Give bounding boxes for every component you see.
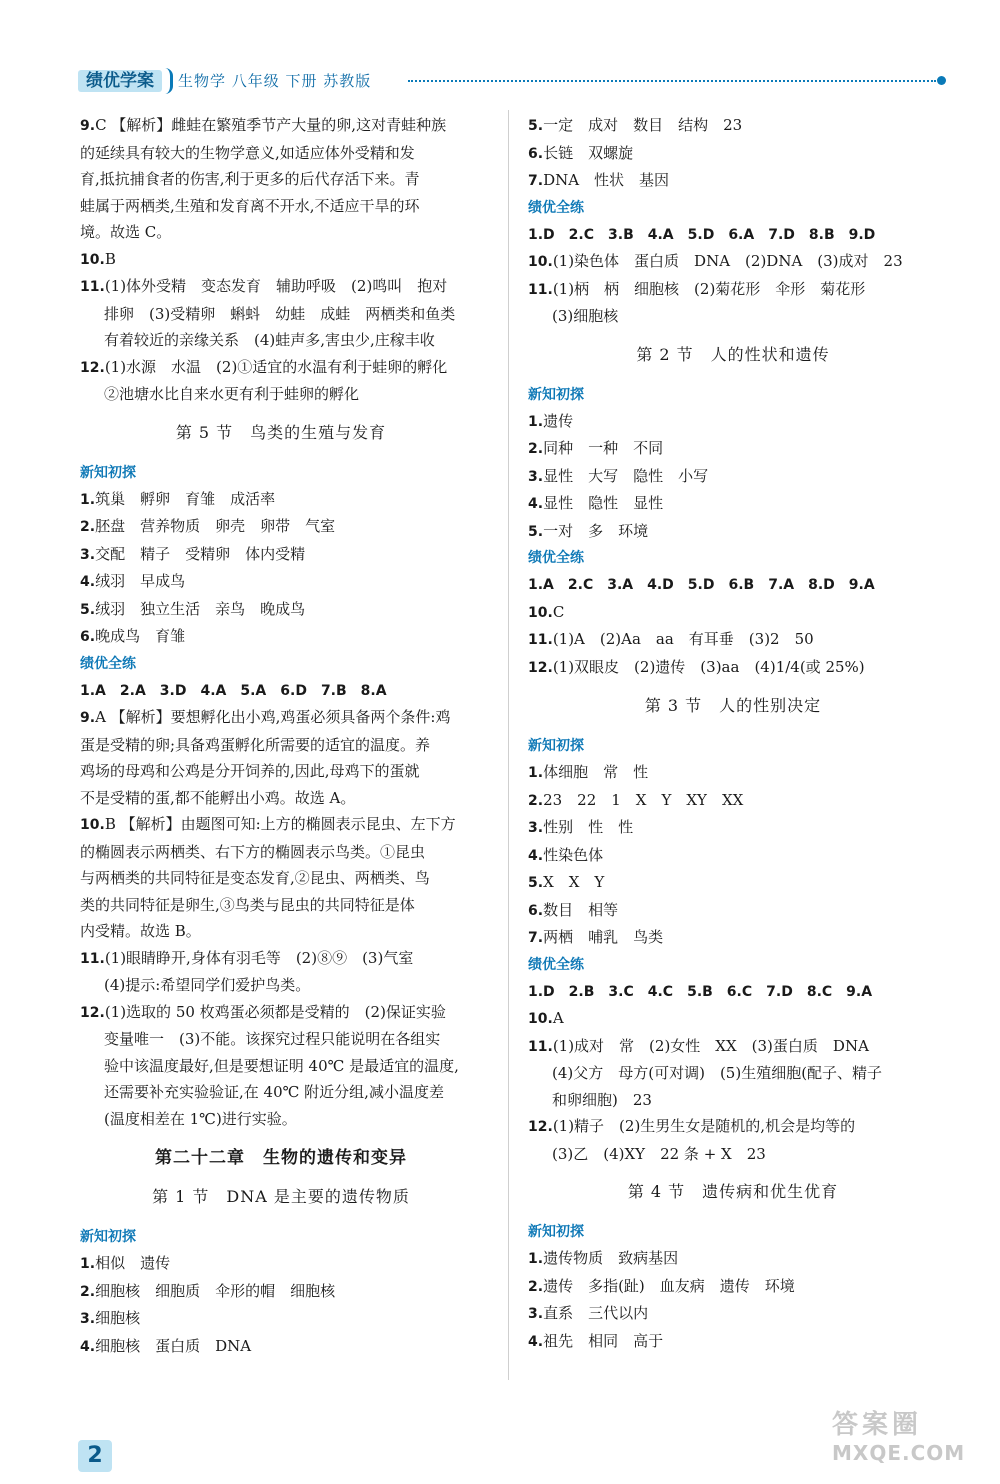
answer-text: 祖先 相同 高于 xyxy=(543,1331,664,1350)
answer-text: 内受精。故选 B。 xyxy=(80,922,201,940)
answer-text: (1)双眼皮 (2)遗传 (3)aa (4)1/4(或 25%) xyxy=(552,657,865,676)
question-number: 3. xyxy=(528,820,544,836)
answer-text: 数目 相等 xyxy=(543,900,619,919)
answer-line xyxy=(528,599,938,627)
answer-text: 显性 大写 隐性 小写 xyxy=(543,466,709,485)
answer-line xyxy=(528,897,938,925)
answer-text: 性别 性 性 xyxy=(543,818,634,836)
answer-text: 1.A 2.C 3.A 4.D 5.D 6.B 7.A 8.D 9.A xyxy=(528,577,875,593)
answer-text: 境。故选 C。 xyxy=(80,223,172,241)
answer-line xyxy=(80,865,482,892)
header-end-dot xyxy=(937,76,946,85)
question-number: 1. xyxy=(528,1251,544,1267)
answer-line xyxy=(528,571,938,599)
column-divider xyxy=(508,110,509,1380)
answer-line xyxy=(80,568,482,596)
answer-line xyxy=(528,1141,938,1168)
section-title: 第 5 节 鸟类的生殖与发育 xyxy=(175,422,387,442)
question-number: 7. xyxy=(528,173,544,189)
answer-text: (1)精子 (2)生男生女是随机的,机会是均等的 xyxy=(552,1117,856,1135)
question-number: 4. xyxy=(528,847,544,864)
answer-line xyxy=(528,626,938,654)
answer-line xyxy=(80,486,482,514)
answer-line xyxy=(80,623,482,651)
answer-line xyxy=(528,221,938,249)
answer-text: 与两栖类的共同特征是变态发育,②昆虫、两栖类、鸟 xyxy=(80,869,430,887)
answer-text: 相似 遗传 xyxy=(95,1254,171,1272)
answer-line xyxy=(528,167,938,195)
section-title: 第 2 节 人的性状和遗传 xyxy=(636,344,830,364)
answer-line xyxy=(528,303,938,330)
answer-text: 验中该温度最好,但是要想证明 40℃ 是最适宜的温度, xyxy=(104,1056,459,1075)
question-number: 9. xyxy=(80,118,96,134)
question-number: 1. xyxy=(528,413,544,430)
answer-text: 遗传 多指(趾) 血友病 遗传 环境 xyxy=(543,1276,795,1295)
subsection-label: 绩优全练 xyxy=(80,655,136,672)
question-number: 10. xyxy=(80,817,105,833)
answer-text: 和卵细胞) 23 xyxy=(552,1090,652,1109)
answer-text: B xyxy=(104,249,116,268)
answer-line xyxy=(80,219,482,246)
answer-text: A xyxy=(552,1009,564,1027)
answer-text: (1)选取的 50 枚鸡蛋必须都是受精的 (2)保证实验 xyxy=(104,1002,446,1021)
question-number: 7. xyxy=(528,930,544,946)
question-number: 11. xyxy=(528,1038,553,1055)
answer-text: 筑巢 孵卵 育雏 成活率 xyxy=(95,489,276,508)
answer-line xyxy=(80,596,482,624)
page-header xyxy=(78,68,948,96)
question-number: 1. xyxy=(528,765,544,781)
answer-text: 绒羽 独立生活 亲鸟 晚成鸟 xyxy=(95,599,306,618)
answer-text: 排卵 (3)受精卵 蝌蚪 幼蛙 成蛙 两栖类和鱼类 xyxy=(104,304,456,323)
answer-text: 性染色体 xyxy=(543,845,604,864)
answer-text: 不是受精的蛋,都不能孵出小鸡。故选 A。 xyxy=(80,788,356,807)
answer-line xyxy=(528,842,938,870)
question-number: 3. xyxy=(80,1311,96,1327)
answer-line xyxy=(528,1300,938,1328)
answer-text: 23 22 1 X Y XY XX xyxy=(543,790,744,809)
question-number: 10. xyxy=(528,604,553,621)
answer-text: 交配 精子 受精卵 体内受精 xyxy=(95,544,306,563)
question-number: 4. xyxy=(528,1333,544,1350)
answer-line xyxy=(80,972,482,999)
answer-text: A 【解析】要想孵化出小鸡,鸡蛋必须具备两个条件:鸡 xyxy=(95,708,451,726)
question-number: 3. xyxy=(80,546,96,563)
answer-text: 1.D 2.B 3.C 4.C 5.B 6.C 7.D 8.C 9.A xyxy=(528,983,873,1000)
answer-text: (1)水源 水温 (2)①适宜的水温有利于蛙卵的孵化 xyxy=(104,357,448,376)
answer-line xyxy=(80,677,482,705)
answer-line xyxy=(80,704,482,732)
answer-text: 育,抵抗捕食者的伤害,利于更多的后代存活下来。青 xyxy=(80,170,420,188)
watermark-bottom-text: MXQE.COM xyxy=(832,1441,966,1465)
subsection-label: 新知初探 xyxy=(528,1224,584,1240)
subsection-label: 新知初探 xyxy=(80,464,136,481)
question-number: 12. xyxy=(528,1119,553,1135)
question-number: 6. xyxy=(528,902,544,919)
answer-text: 蛙属于两栖类,生殖和发育离不开水,不适应干旱的环 xyxy=(80,196,420,215)
answer-text: 还需要补充实验验证,在 40℃ 附近分组,减小温度差 xyxy=(104,1083,444,1101)
answer-line xyxy=(528,463,938,491)
answer-text: 胚盘 营养物质 卵壳 卵带 气室 xyxy=(95,517,336,535)
question-number: 6. xyxy=(80,629,96,645)
answer-text: 一对 多 环境 xyxy=(543,521,649,540)
answer-line xyxy=(528,759,938,787)
watermark-logo xyxy=(832,1410,992,1474)
header-dotted-rule xyxy=(408,80,936,82)
answer-text: 鸡场的母鸡和公鸡是分开饲养的,因此,母鸡下的蛋就 xyxy=(80,762,420,780)
answer-line xyxy=(528,814,938,842)
subsection-label: 新知初探 xyxy=(528,386,584,403)
question-number: 12. xyxy=(528,659,553,676)
answer-line xyxy=(80,839,482,866)
answer-line xyxy=(80,785,482,812)
subsection-label: 新知初探 xyxy=(528,738,584,754)
answer-line xyxy=(528,1087,938,1114)
answer-line xyxy=(528,869,938,897)
question-number: 11. xyxy=(528,281,553,298)
answer-text: 蛋是受精的卵;具备鸡蛋孵化所需要的适宜的温度。养 xyxy=(80,735,431,754)
answer-line xyxy=(80,892,482,919)
subsection-label: 绩优全练 xyxy=(528,956,584,973)
question-number: 4. xyxy=(80,1338,96,1355)
question-number: 4. xyxy=(80,574,96,590)
answer-text: 的椭圆表示两栖类、右下方的椭圆表示鸟类。①昆虫 xyxy=(80,842,426,861)
question-number: 2. xyxy=(528,1278,544,1295)
answer-text: 绒羽 早成鸟 xyxy=(95,572,186,590)
question-number: 2. xyxy=(80,519,96,535)
answer-line xyxy=(80,945,482,973)
answer-text: 有着较近的亲缘关系 (4)蛙声多,害虫少,庄稼丰收 xyxy=(104,331,435,349)
answer-text: C xyxy=(552,602,565,621)
question-number: 5. xyxy=(528,523,544,540)
answer-text: C 【解析】雌蛙在繁殖季节产大量的卵,这对青蛙种族 xyxy=(95,116,447,134)
answer-text: 同种 一种 不同 xyxy=(543,439,664,457)
answer-line xyxy=(80,1305,482,1333)
question-number: 5. xyxy=(80,601,96,618)
answer-text: 显性 隐性 显性 xyxy=(543,494,664,512)
answer-text: (1)A (2)Aa aa 有耳垂 (3)2 50 xyxy=(552,630,814,648)
subsection-label: 绩优全练 xyxy=(528,550,584,566)
subsection-label: 绩优全练 xyxy=(528,199,584,216)
answer-line xyxy=(528,435,938,463)
answer-line xyxy=(80,1250,482,1278)
answer-text: (3)乙 (4)XY 22 条 + X 23 xyxy=(552,1144,766,1163)
answer-text: (1)眼睛睁开,身体有羽毛等 (2)⑧⑨ (3)气室 xyxy=(104,948,414,967)
answer-text: 细胞核 蛋白质 DNA xyxy=(95,1336,252,1355)
page-number: 2 xyxy=(78,1440,112,1472)
answer-text: 细胞核 细胞质 伞形的帽 细胞核 xyxy=(95,1281,336,1300)
answer-line xyxy=(80,811,482,839)
answer-line xyxy=(528,140,938,168)
chapter-title: 第二十二章 生物的遗传和变异 xyxy=(155,1148,407,1168)
answer-text: (1)成对 常 (2)女性 XX (3)蛋白质 DNA xyxy=(552,1036,869,1055)
answer-text: 的延续具有较大的生物学意义,如适应体外受精和发 xyxy=(80,143,415,162)
answer-text: (1)体外受精 变态发育 辅助呼吸 (2)鸣叫 抱对 xyxy=(104,277,448,295)
answer-line xyxy=(528,1328,938,1356)
answer-text: (4)提示:希望同学们爱护鸟类。 xyxy=(104,976,311,994)
question-number: 2. xyxy=(528,792,544,809)
question-number: 3. xyxy=(528,1306,544,1322)
answer-line xyxy=(80,758,482,785)
answer-line xyxy=(528,1060,938,1087)
brand-label: 绩优学案 xyxy=(78,70,162,92)
answer-text: 类的共同特征是卵生,③鸟类与昆虫的共同特征是体 xyxy=(80,895,415,914)
answer-text: (1)染色体 蛋白质 DNA (2)DNA (3)成对 23 xyxy=(552,252,903,270)
question-number: 5. xyxy=(528,118,544,134)
question-number: 1. xyxy=(80,1256,96,1272)
answer-line xyxy=(528,787,938,815)
left-column xyxy=(80,112,482,1360)
question-number: 11. xyxy=(80,950,105,967)
answer-line xyxy=(80,1333,482,1361)
answer-line xyxy=(80,354,482,382)
answer-line xyxy=(528,1273,938,1301)
answer-line xyxy=(528,924,938,952)
question-number: 2. xyxy=(80,1283,96,1300)
question-number: 12. xyxy=(80,1004,105,1021)
answer-text: 遗传 xyxy=(543,411,574,430)
answer-text: X X Y xyxy=(543,873,605,891)
answer-line xyxy=(80,1026,482,1053)
question-number: 10. xyxy=(528,1011,553,1027)
section-title: 第 1 节 DNA 是主要的遗传物质 xyxy=(152,1187,410,1206)
question-number: 10. xyxy=(528,254,553,270)
book-subtitle: 生物学 八年级 下册 苏教版 xyxy=(178,72,372,90)
answer-text: (温度相差在 1℃)进行实验。 xyxy=(104,1109,297,1128)
answer-line xyxy=(80,513,482,541)
answer-line xyxy=(528,978,938,1006)
answer-line xyxy=(80,327,482,354)
answer-text: ②池塘水比自来水更有利于蛙卵的孵化 xyxy=(104,385,360,403)
answer-line xyxy=(80,166,482,193)
subsection-label: 新知初探 xyxy=(80,1229,136,1245)
answer-line xyxy=(80,732,482,759)
answer-line xyxy=(528,408,938,436)
answer-line xyxy=(80,1278,482,1306)
question-number: 3. xyxy=(528,468,544,485)
answer-text: 1.D 2.C 3.B 4.A 5.D 6.A 7.D 8.B 9.D xyxy=(528,226,876,243)
answer-line xyxy=(528,490,938,518)
section-title: 第 3 节 人的性别决定 xyxy=(644,696,822,715)
question-number: 1. xyxy=(80,491,96,508)
answer-text: (3)细胞核 xyxy=(552,307,619,325)
answer-text: 一定 成对 数目 结构 23 xyxy=(543,116,743,134)
answer-line xyxy=(80,301,482,328)
answer-line xyxy=(528,1113,938,1141)
answer-line xyxy=(528,276,938,304)
answer-text: 细胞核 xyxy=(95,1309,141,1327)
question-number: 5. xyxy=(528,875,544,891)
question-number: 12. xyxy=(80,359,105,376)
question-number: 11. xyxy=(528,632,553,648)
answer-line xyxy=(80,381,482,408)
answer-line xyxy=(80,246,482,274)
question-number: 4. xyxy=(528,496,544,512)
answer-text: 直系 三代以内 xyxy=(543,1304,649,1322)
brand-bracket-decoration xyxy=(164,68,173,94)
answer-text: DNA 性状 基因 xyxy=(543,171,670,189)
question-number: 6. xyxy=(528,145,544,162)
right-column xyxy=(528,112,938,1355)
answer-line xyxy=(528,1033,938,1061)
answer-line xyxy=(528,654,938,682)
watermark-top-text: 答案圈 xyxy=(832,1410,923,1440)
answer-text: B 【解析】由题图可知:上方的椭圆表示昆虫、左下方 xyxy=(104,815,456,833)
answer-text: 长链 双螺旋 xyxy=(543,143,634,162)
answer-line xyxy=(80,1106,482,1133)
question-number: 9. xyxy=(80,710,96,726)
answer-line xyxy=(528,1005,938,1033)
answer-line xyxy=(528,248,938,276)
question-number: 11. xyxy=(80,279,105,295)
answer-line xyxy=(80,273,482,301)
answer-line xyxy=(80,918,482,945)
answer-text: (4)父方 母方(可对调) (5)生殖细胞(配子、精子 xyxy=(552,1064,883,1082)
answer-line xyxy=(80,193,482,220)
answer-text: (1)柄 柄 细胞核 (2)菊花形 伞形 菊花形 xyxy=(552,279,866,298)
answer-line xyxy=(80,1053,482,1080)
answer-line xyxy=(80,112,482,140)
answer-line xyxy=(80,140,482,167)
answer-text: 变量唯一 (3)不能。该探究过程只能说明在各组实 xyxy=(104,1030,441,1048)
answer-line xyxy=(80,999,482,1027)
answer-text: 两栖 哺乳 鸟类 xyxy=(543,928,664,946)
answer-text: 遗传物质 致病基因 xyxy=(543,1249,679,1267)
answer-text: 1.A 2.A 3.D 4.A 5.A 6.D 7.B 8.A xyxy=(80,682,387,699)
answer-text: 体细胞 常 性 xyxy=(543,763,649,781)
answer-line xyxy=(528,518,938,546)
answer-line xyxy=(80,1079,482,1106)
answer-text: 晚成鸟 育雏 xyxy=(95,627,186,645)
section-title: 第 4 节 遗传病和优生优育 xyxy=(627,1182,839,1201)
question-number: 10. xyxy=(80,251,105,268)
answer-line xyxy=(80,541,482,569)
question-number: 2. xyxy=(528,441,544,457)
answer-line xyxy=(528,112,938,140)
answer-line xyxy=(528,1245,938,1273)
